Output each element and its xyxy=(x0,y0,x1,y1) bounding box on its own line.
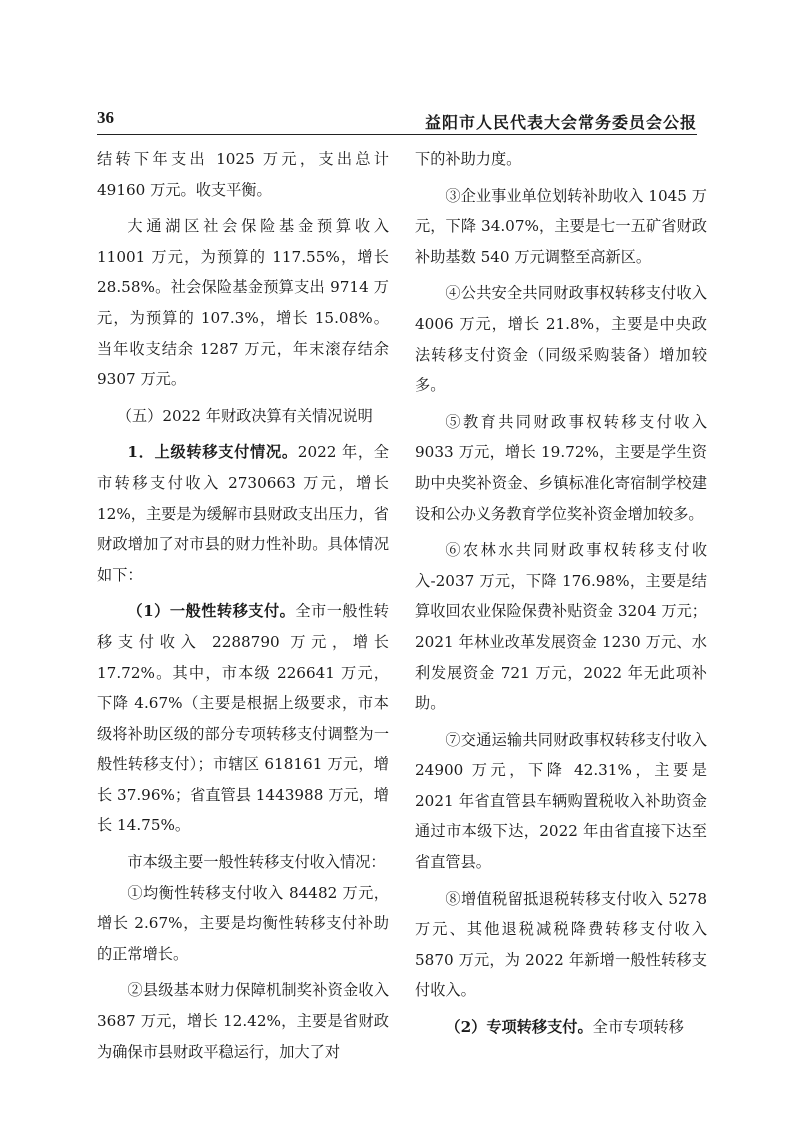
page-header xyxy=(97,108,697,132)
paragraph: （1）一般性转移支付。全市一般性转移支付收入 2288790 万元，增长 17.72%。其中，市本级 226641 万元，下降 4.67%（主要是根据上级要求，市本级将补助区级的部分专项转移支付调整为一般性转移支付）；市辖区 618161 万元，增长 37.96%；省直管县 1443988 万元，增长 14.75%。 xyxy=(97,602,389,835)
paragraph: 结转下年支出 1025 万元，支出总计 49160 万元。收支平衡。 xyxy=(97,150,389,199)
section-heading: （五）2022 年财政决算有关情况说明 xyxy=(116,406,373,425)
paragraph: ③企业事业单位划转补助收入 1045 万元，下降 34.07%，主要是七一五矿省财政补助基数 540 万元调整至高新区。 xyxy=(415,186,707,266)
journal-title: 益阳市人民代表大会常务委员会公报 xyxy=(424,113,697,132)
paragraph: ⑥农林水共同财政事权转移支付收入-2037 万元，下降 176.98%，主要是结算收回农业保险保费补贴资金 3204 万元；2021 年林业改革发展资金 1230 万元、水利发展资金 721 万元，2022 年无此项补助。 xyxy=(415,541,707,713)
paragraph: 1．上级转移支付情况。2022 年，全市转移支付收入 2730663 万元，增长 12%，主要是为缓解市县财政支出压力，省财政增加了对市县的财力性补助。具体情况如下： xyxy=(97,443,389,584)
paragraph: （2）专项转移支付。全市专项转移 xyxy=(445,1018,684,1037)
header-rule xyxy=(97,134,697,135)
left-column xyxy=(97,144,389,1067)
paragraph: ④公共安全共同财政事权转移支付收入 4006 万元，增长 21.8%，主要是中央政法转移支付资金（同级采购装备）增加较多。 xyxy=(415,284,707,395)
page-number: 36 xyxy=(97,108,114,127)
paragraph: 大通湖区社会保险基金预算收入 11001 万元，为预算的 117.55%，增长 28.58%。社会保险基金预算支出 9714 万元，为预算的 107.3%，增长 15.08%。当年收支结余 1287 万元，年末滚存结余 9307 万元。 xyxy=(97,217,389,389)
right-column xyxy=(415,144,707,1043)
paragraph-heading: 1．上级转移支付情况。 xyxy=(127,443,298,462)
paragraph-heading: （2）专项转移支付。 xyxy=(445,1018,593,1037)
paragraph: ①均衡性转移支付收入 84482 万元，增长 2.67%，主要是均衡性转移支付补助的正常增长。 xyxy=(97,883,389,963)
paragraph: 市本级主要一般性转移支付收入情况： xyxy=(127,853,386,872)
paragraph-heading: （1）一般性转移支付。 xyxy=(127,602,296,621)
paragraph: ②县级基本财力保障机制奖补资金收入 3687 万元，增长 12.42%，主要是省财政为确保市县财政平稳运行，加大了对 xyxy=(97,981,389,1061)
paragraph: ⑦交通运输共同财政事权转移支付收入 24900 万元，下降 42.31%，主要是 2021 年省直管县车辆购置税收入补助资金通过市本级下达，2022 年由省直接下达至省直管县。 xyxy=(415,730,707,872)
paragraph: ⑤教育共同财政事权转移支付收入 9033 万元，增长 19.72%，主要是学生资助中央奖补资金、乡镇标准化寄宿制学校建设和公办义务教育学位奖补资金增加较多。 xyxy=(415,412,707,523)
paragraph: ⑧增值税留抵退税转移支付收入 5278 万元、其他退税减税降费转移支付收入 5870 万元，为 2022 年新增一般性转移支付收入。 xyxy=(415,889,707,1000)
paragraph: 下的补助力度。 xyxy=(415,150,522,168)
